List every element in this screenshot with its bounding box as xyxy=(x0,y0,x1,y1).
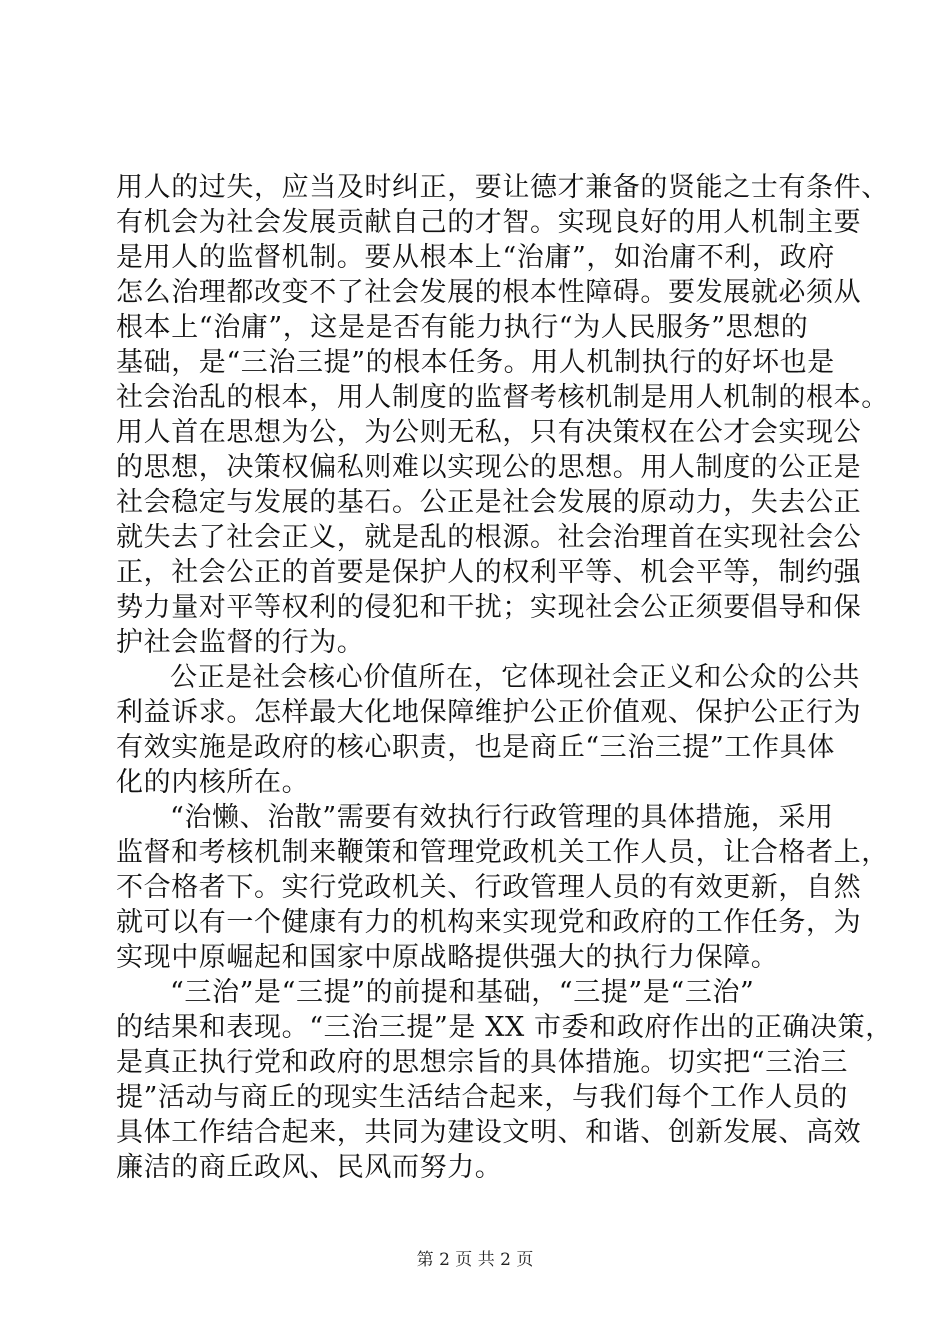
text-line: 社会治乱的根本，用人制度的监督考核机制是用人机制的根本。 xyxy=(116,382,889,413)
text-line: 就可以有一个健康有力的机构来实现党和政府的工作任务，为 xyxy=(116,907,862,938)
text-line: 廉洁的商丘政风、民风而努力。 xyxy=(116,1152,503,1183)
text-line: 用人首在思想为公，为公则无私，只有决策权在公才会实现公 xyxy=(116,417,862,448)
text-line: 用人的过失，应当及时纠正，要让德才兼备的贤能之士有条件、 xyxy=(116,172,889,203)
text-line: 提”活动与商丘的现实生活结合起来，与我们每个工作人员的 xyxy=(116,1082,849,1113)
text-line: 社会稳定与发展的基石。公正是社会发展的原动力，失去公正 xyxy=(116,487,862,518)
text-line: 护社会监督的行为。 xyxy=(116,627,365,658)
text-line: 根本上“治庸”，这是是否有能力执行“为人民服务”思想的 xyxy=(116,312,809,343)
page-footer: 第 2 页 共 2 页 xyxy=(416,1250,534,1270)
text-line: 的思想，决策权偏私则难以实现公的思想。用人制度的公正是 xyxy=(116,452,862,483)
text-line: 化的内核所在。 xyxy=(116,767,310,798)
text-line: 正，社会公正的首要是保护人的权利平等、机会平等，制约强 xyxy=(116,557,862,588)
text-line: 具体工作结合起来，共同为建设文明、和谐、创新发展、高效 xyxy=(116,1117,862,1148)
text-line: 怎么治理都改变不了社会发展的根本性障碍。要发展就必须从 xyxy=(116,277,862,308)
text-line: 是用人的监督机制。要从根本上“治庸”，如治庸不利，政府 xyxy=(116,242,835,273)
text-line: 就失去了社会正义，就是乱的根源。社会治理首在实现社会公 xyxy=(116,522,862,553)
text-line: 是真正执行党和政府的思想宗旨的具体措施。切实把“三治三 xyxy=(116,1047,849,1078)
text-line: 利益诉求。怎样最大化地保障维护公正价值观、保护公正行为 xyxy=(116,697,862,728)
paragraph-first-line: “三治”是“三提”的前提和基础，“三提”是“三治” xyxy=(170,977,755,1008)
paragraph-first-line: 公正是社会核心价值所在，它体现社会正义和公众的公共 xyxy=(170,662,860,693)
text-line: 的结果和表现。“三治三提”是 XX 市委和政府作出的正确决策， xyxy=(116,1012,893,1043)
text-line: 不合格者下。实行党政机关、行政管理人员的有效更新，自然 xyxy=(116,872,862,903)
text-line: 有机会为社会发展贡献自己的才智。实现良好的用人机制主要 xyxy=(116,207,862,238)
body-text xyxy=(116,170,893,1185)
text-line: 实现中原崛起和国家中原战略提供强大的执行力保障。 xyxy=(116,942,779,973)
text-line: 基础，是“三治三提”的根本任务。用人机制执行的好坏也是 xyxy=(116,347,835,378)
text-line: 有效实施是政府的核心职责，也是商丘“三治三提”工作具体 xyxy=(116,732,835,763)
text-line: 势力量对平等权利的侵犯和干扰；实现社会公正须要倡导和保 xyxy=(116,592,862,623)
text-line: 监督和考核机制来鞭策和管理党政机关工作人员，让合格者上， xyxy=(116,837,889,868)
paragraph-first-line: “治懒、治散”需要有效执行行政管理的具体措施，采用 xyxy=(170,802,834,833)
